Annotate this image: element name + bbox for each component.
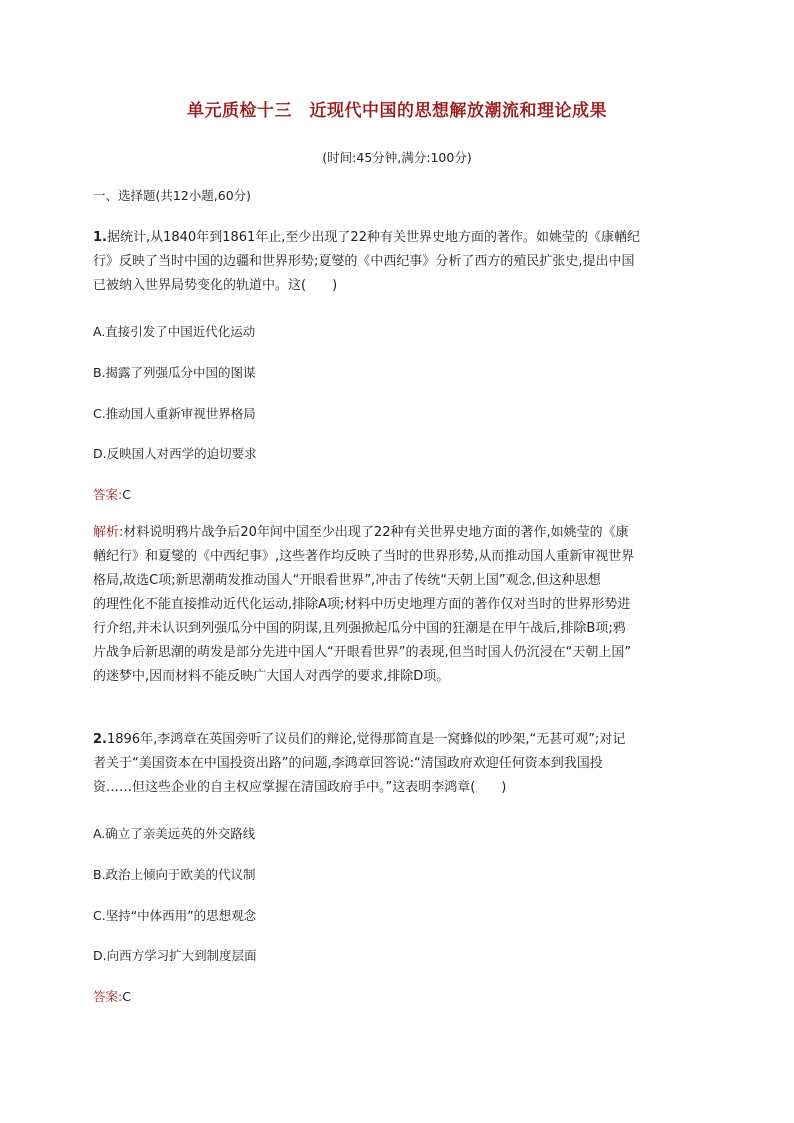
page-title: 单元质检十三 近现代中国的思想解放潮流和理论成果 (187, 101, 607, 121)
analysis-line-3: 格局,故选C项;新思潮萌发推动国人“开眼看世界”,冲击了传统“天朝上国”观念,但这种思想 (93, 573, 601, 588)
question-1-line-3: 已被纳入世界局势变化的轨道中。这( ) (93, 278, 338, 293)
answer-value: C (122, 487, 131, 502)
question-2-line-2: 者关于“美国资本在中国投资出路”的问题,李鸿章回答说:“清国政府欢迎任何资本到我国投 (93, 756, 603, 771)
question-2-option-c: C.坚持“中体西用”的思想观念 (93, 908, 257, 923)
analysis-line-5: 行介绍,并未认识到列强瓜分中国的阴谋,且列强掀起瓜分中国的狂潮是在甲午战后,排除B项;鸦 (93, 621, 626, 636)
question-2-answer (93, 987, 131, 1005)
analysis-line-2: 輶纪行》和夏燮的《中西纪事》,这些著作均反映了当时的世界形势,从而推动国人重新审视世界 (93, 549, 635, 564)
answer-label: 答案: (93, 989, 123, 1004)
analysis-line-6: 片战争后新思潮的萌发是部分先进中国人“开眼看世界”的表现,但当时国人仍沉浸在“天朝上国” (93, 645, 632, 660)
question-1-option-b: B.揭露了列强瓜分中国的图谋 (93, 365, 256, 380)
section-heading: 一、选择题(共12小题,60分) (93, 188, 252, 203)
question-1-line-1: 1.据统计,从1840年到1861年止,至少出现了22种有关世界史地方面的著作。如姚莹的《康輶纪 (93, 230, 640, 245)
analysis-label: 解析: (93, 525, 124, 540)
question-1-analysis (93, 521, 703, 689)
question-2-option-b: B.政治上倾向于欧美的代议制 (93, 867, 256, 882)
answer-label: 答案: (93, 487, 123, 502)
analysis-line-7: 的迷梦中,因而材料不能反映广大国人对西学的要求,排除D项。 (93, 669, 450, 684)
question-2-option-a: A.确立了亲美远英的外交路线 (93, 826, 256, 841)
question-2-line-1: 2.1896年,李鸿章在英国旁听了议员们的辩论,觉得那简直是一窝蜂似的吵架,“无甚可观”;对记 (93, 732, 626, 747)
question-1-answer (93, 485, 131, 503)
analysis-line-1: 解析:材料说明鸦片战争后20年间中国至少出现了22种有关世界史地方面的著作,如姚莹的《康 (93, 525, 629, 540)
question-1-option-c: C.推动国人重新审视世界格局 (93, 406, 256, 421)
question-2-stem (93, 728, 703, 800)
question-1-stem (93, 226, 703, 298)
question-2-number: 2. (93, 732, 107, 747)
answer-value: C (122, 989, 131, 1004)
question-1-number: 1. (93, 230, 107, 245)
exam-info: (时间:45分钟,满分:100分) (322, 150, 472, 165)
question-2-option-d: D.向西方学习扩大到制度层面 (93, 948, 257, 963)
question-1-option-a: A.直接引发了中国近代化运动 (93, 324, 256, 339)
question-1-option-d: D.反映国人对西学的迫切要求 (93, 446, 257, 461)
analysis-line-4: 的理性化不能直接推动近代化运动,排除A项;材料中历史地理方面的著作仅对当时的世界形势进 (93, 597, 631, 612)
question-2-line-3: 资……但这些企业的自主权应掌握在清国政府手中。”这表明李鸿章( ) (93, 780, 507, 795)
question-1-line-2: 行》反映了当时中国的边疆和世界形势;夏燮的《中西纪事》分析了西方的殖民扩张史,提出中国 (93, 254, 635, 269)
